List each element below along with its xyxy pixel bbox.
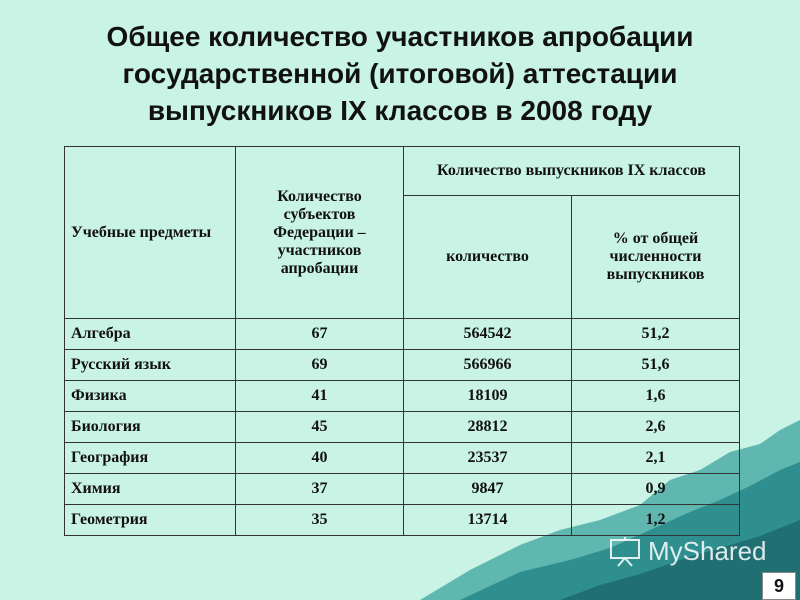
table-row [65,381,740,412]
cell-count: 23537 [404,443,572,474]
cell-regions: 40 [236,443,404,474]
cell-percent: 0,9 [572,474,740,505]
cell-subject: Алгебра [65,319,236,350]
cell-count: 18109 [404,381,572,412]
cell-count: 9847 [404,474,572,505]
watermark [608,536,767,567]
page-title: Общее количество участников апробации государственной (итоговой) аттестации выпускников IX классов в 2008 году [106,21,694,126]
table-row [65,443,740,474]
cell-subject: Химия [65,474,236,505]
cell-percent: 51,2 [572,319,740,350]
cell-regions: 69 [236,350,404,381]
cell-subject: Геометрия [65,505,236,536]
data-table [64,146,740,536]
cell-percent: 1,6 [572,381,740,412]
cell-regions: 45 [236,412,404,443]
header-regions: Количество субъектов Федерации – участников апробации [236,147,404,319]
page-number: 9 [762,572,796,600]
header-percent: % от общей численности выпускников [572,196,740,319]
cell-percent: 1,2 [572,505,740,536]
cell-subject: Физика [65,381,236,412]
cell-regions: 67 [236,319,404,350]
header-count: количество [404,196,572,319]
header-subjects: Учебные предметы [65,147,236,319]
cell-subject: География [65,443,236,474]
cell-regions: 37 [236,474,404,505]
presentation-icon [608,537,642,567]
table-row [65,505,740,536]
table-row [65,350,740,381]
cell-count: 13714 [404,505,572,536]
table-row [65,474,740,505]
cell-subject: Русский язык [65,350,236,381]
cell-percent: 2,6 [572,412,740,443]
cell-regions: 41 [236,381,404,412]
table-row [65,412,740,443]
cell-subject: Биология [65,412,236,443]
cell-regions: 35 [236,505,404,536]
header-graduates-group: Количество выпускников IX классов [404,147,740,196]
cell-count: 28812 [404,412,572,443]
cell-count: 566966 [404,350,572,381]
watermark-text: MyShared [648,536,767,566]
table-row [65,319,740,350]
cell-percent: 51,6 [572,350,740,381]
cell-percent: 2,1 [572,443,740,474]
cell-count: 564542 [404,319,572,350]
